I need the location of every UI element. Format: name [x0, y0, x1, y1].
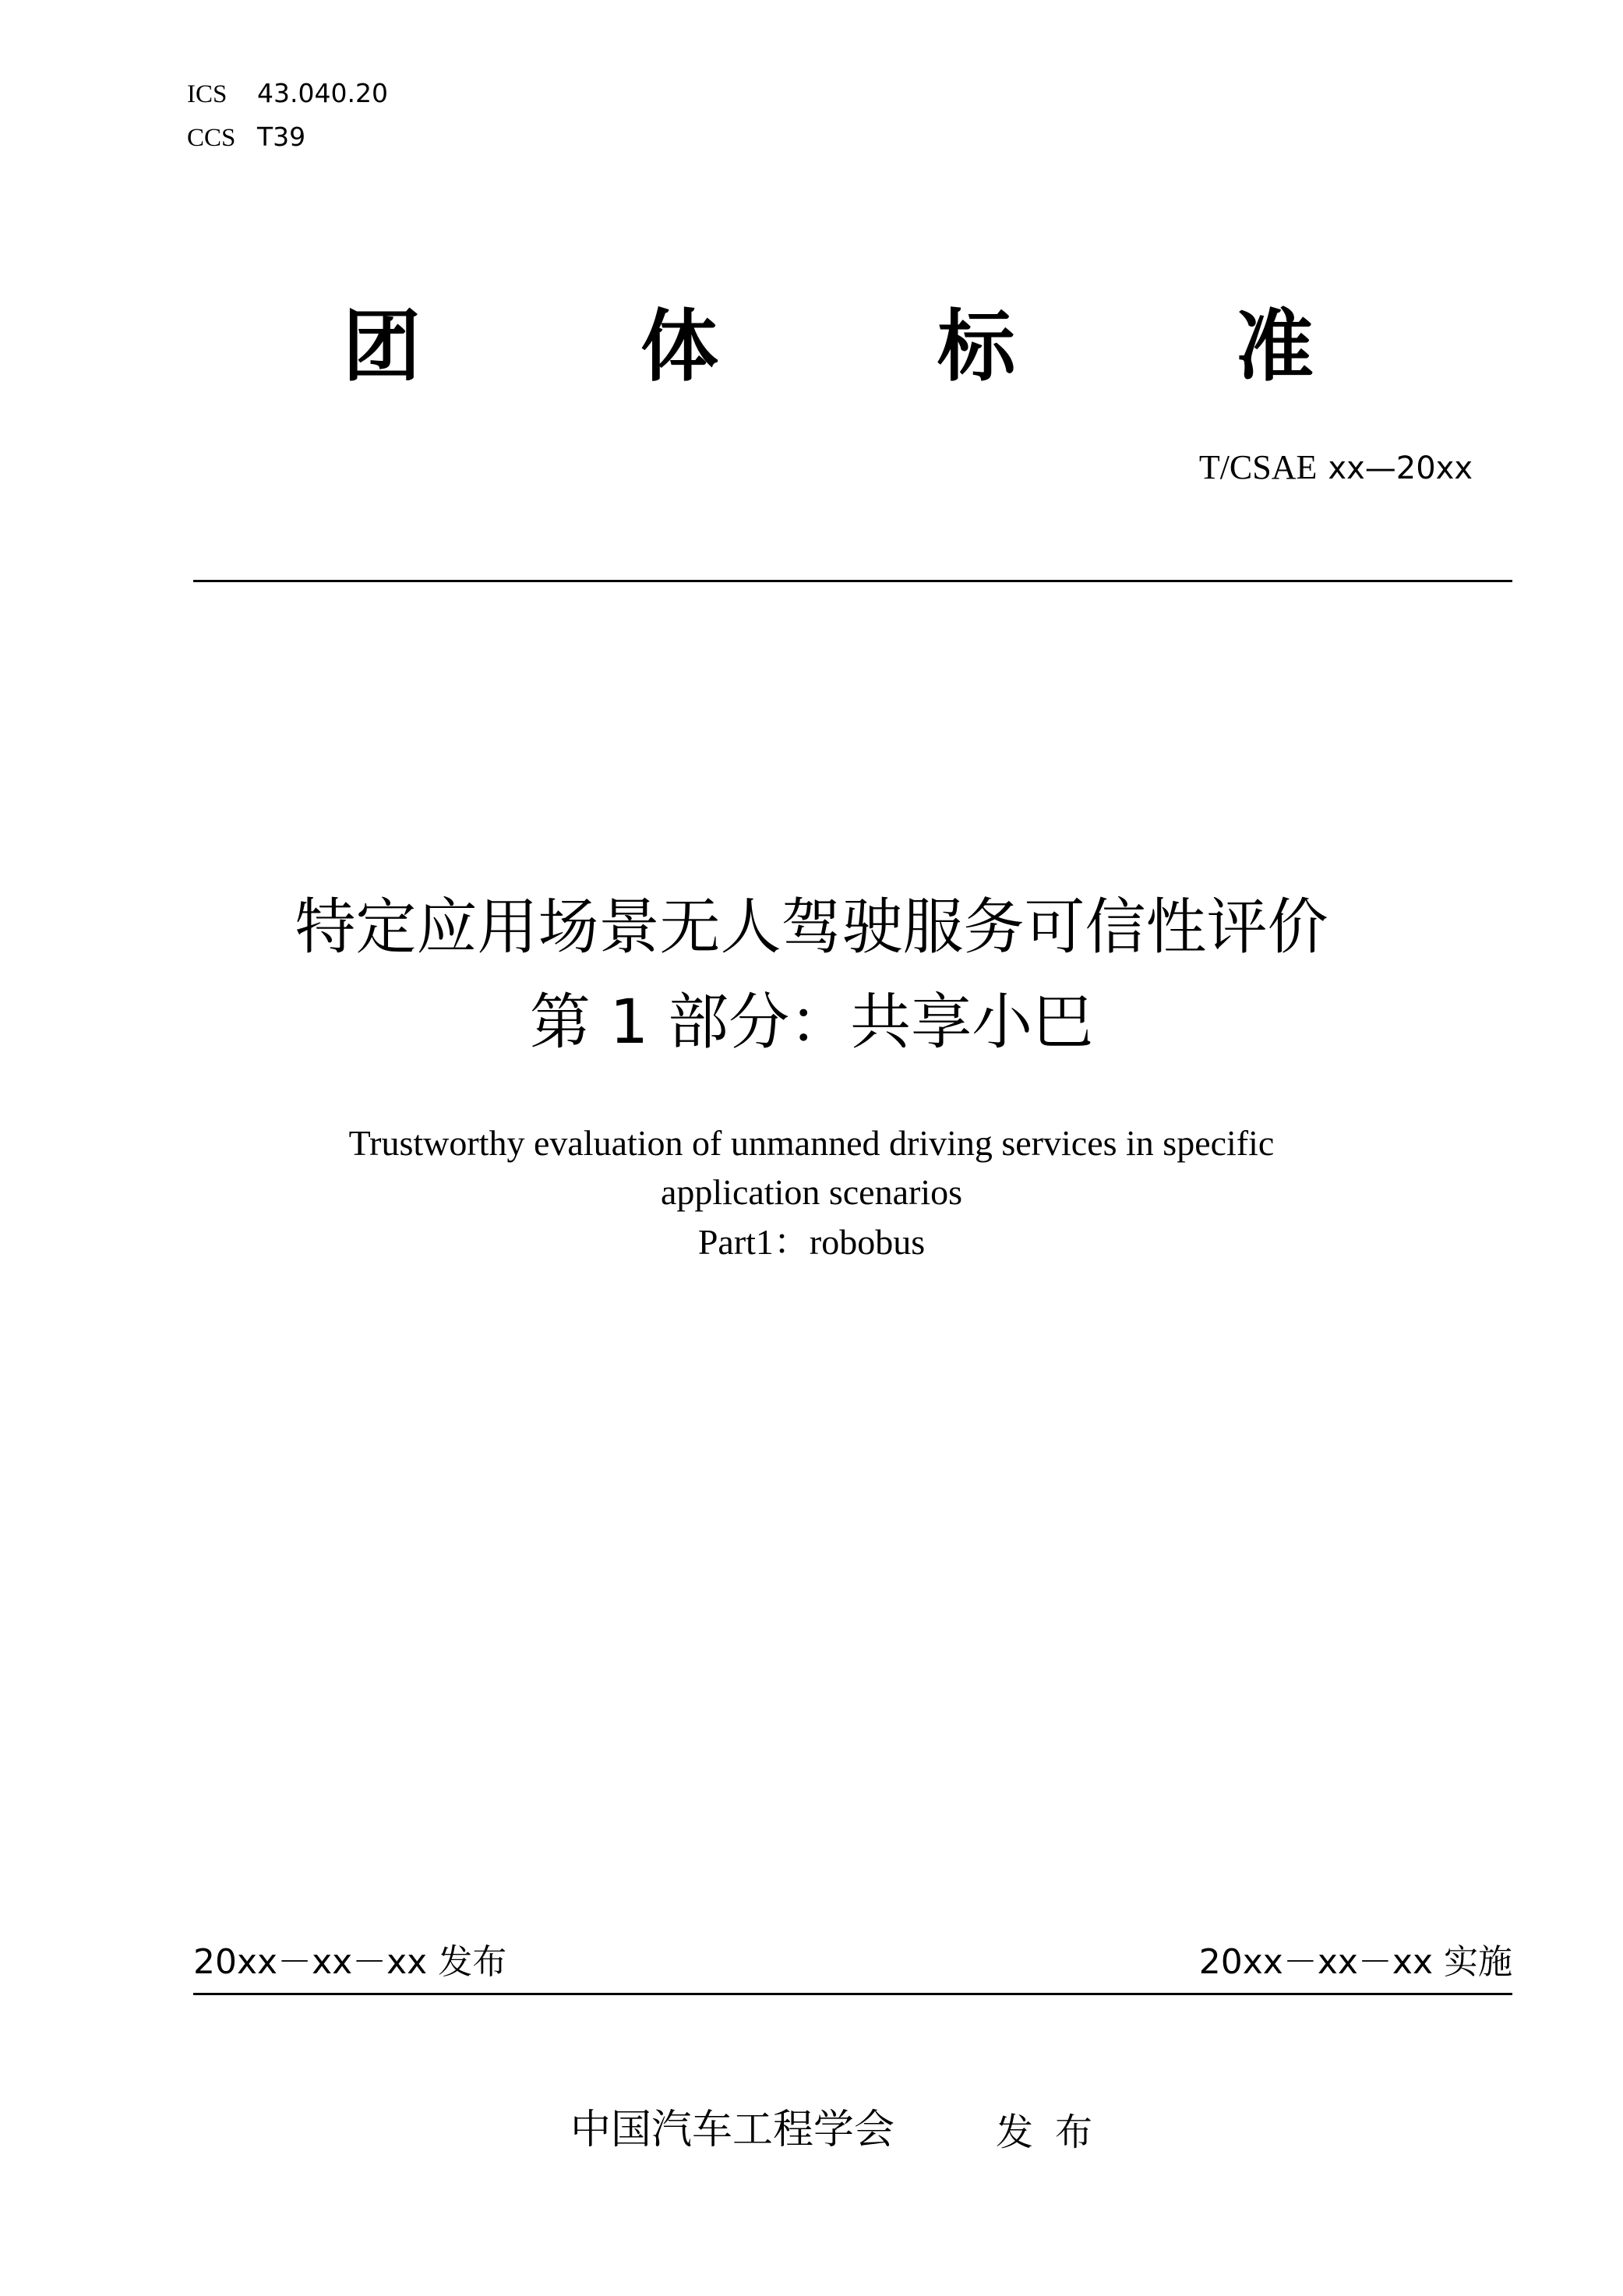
ics-value: 43.040.20 [257, 78, 388, 108]
bottom-divider [193, 1993, 1512, 1995]
standard-type-char: 团 [343, 301, 421, 392]
title-cn-line2: 第 1 部分：共享小巴 [529, 987, 1094, 1058]
top-divider [193, 580, 1512, 582]
title-cn-line1: 特定应用场景无人驾驶服务可信性评价 [295, 892, 1328, 963]
standard-type-char: 体 [640, 301, 718, 392]
implement-date: 20xx－xx－xx 实施 [1198, 1942, 1512, 1982]
publish-date: 20xx－xx－xx 发布 [193, 1942, 507, 1982]
standard-number [1199, 446, 1473, 490]
standard-type-char: 准 [1236, 301, 1314, 392]
standard-type-char: 标 [937, 301, 1015, 392]
standard-number-prefix: T/CSAE [1198, 448, 1318, 486]
ics-label: ICS [187, 80, 228, 108]
title-en-line2: application scenarios [660, 1172, 963, 1212]
ics-line [187, 78, 388, 110]
title-en-line3: Part1：robobus [697, 1222, 926, 1262]
title-en-line1: Trustworthy evaluation of unmanned driving services in specific [348, 1123, 1275, 1163]
ccs-label: CCS [187, 124, 236, 152]
publish-word: 发布 [996, 2111, 1115, 2154]
ccs-line [187, 122, 305, 154]
publisher-name: 中国汽车工程学会 [570, 2107, 895, 2153]
ccs-value: T39 [257, 122, 306, 152]
standard-number-suffix: xx—20xx [1328, 450, 1473, 486]
